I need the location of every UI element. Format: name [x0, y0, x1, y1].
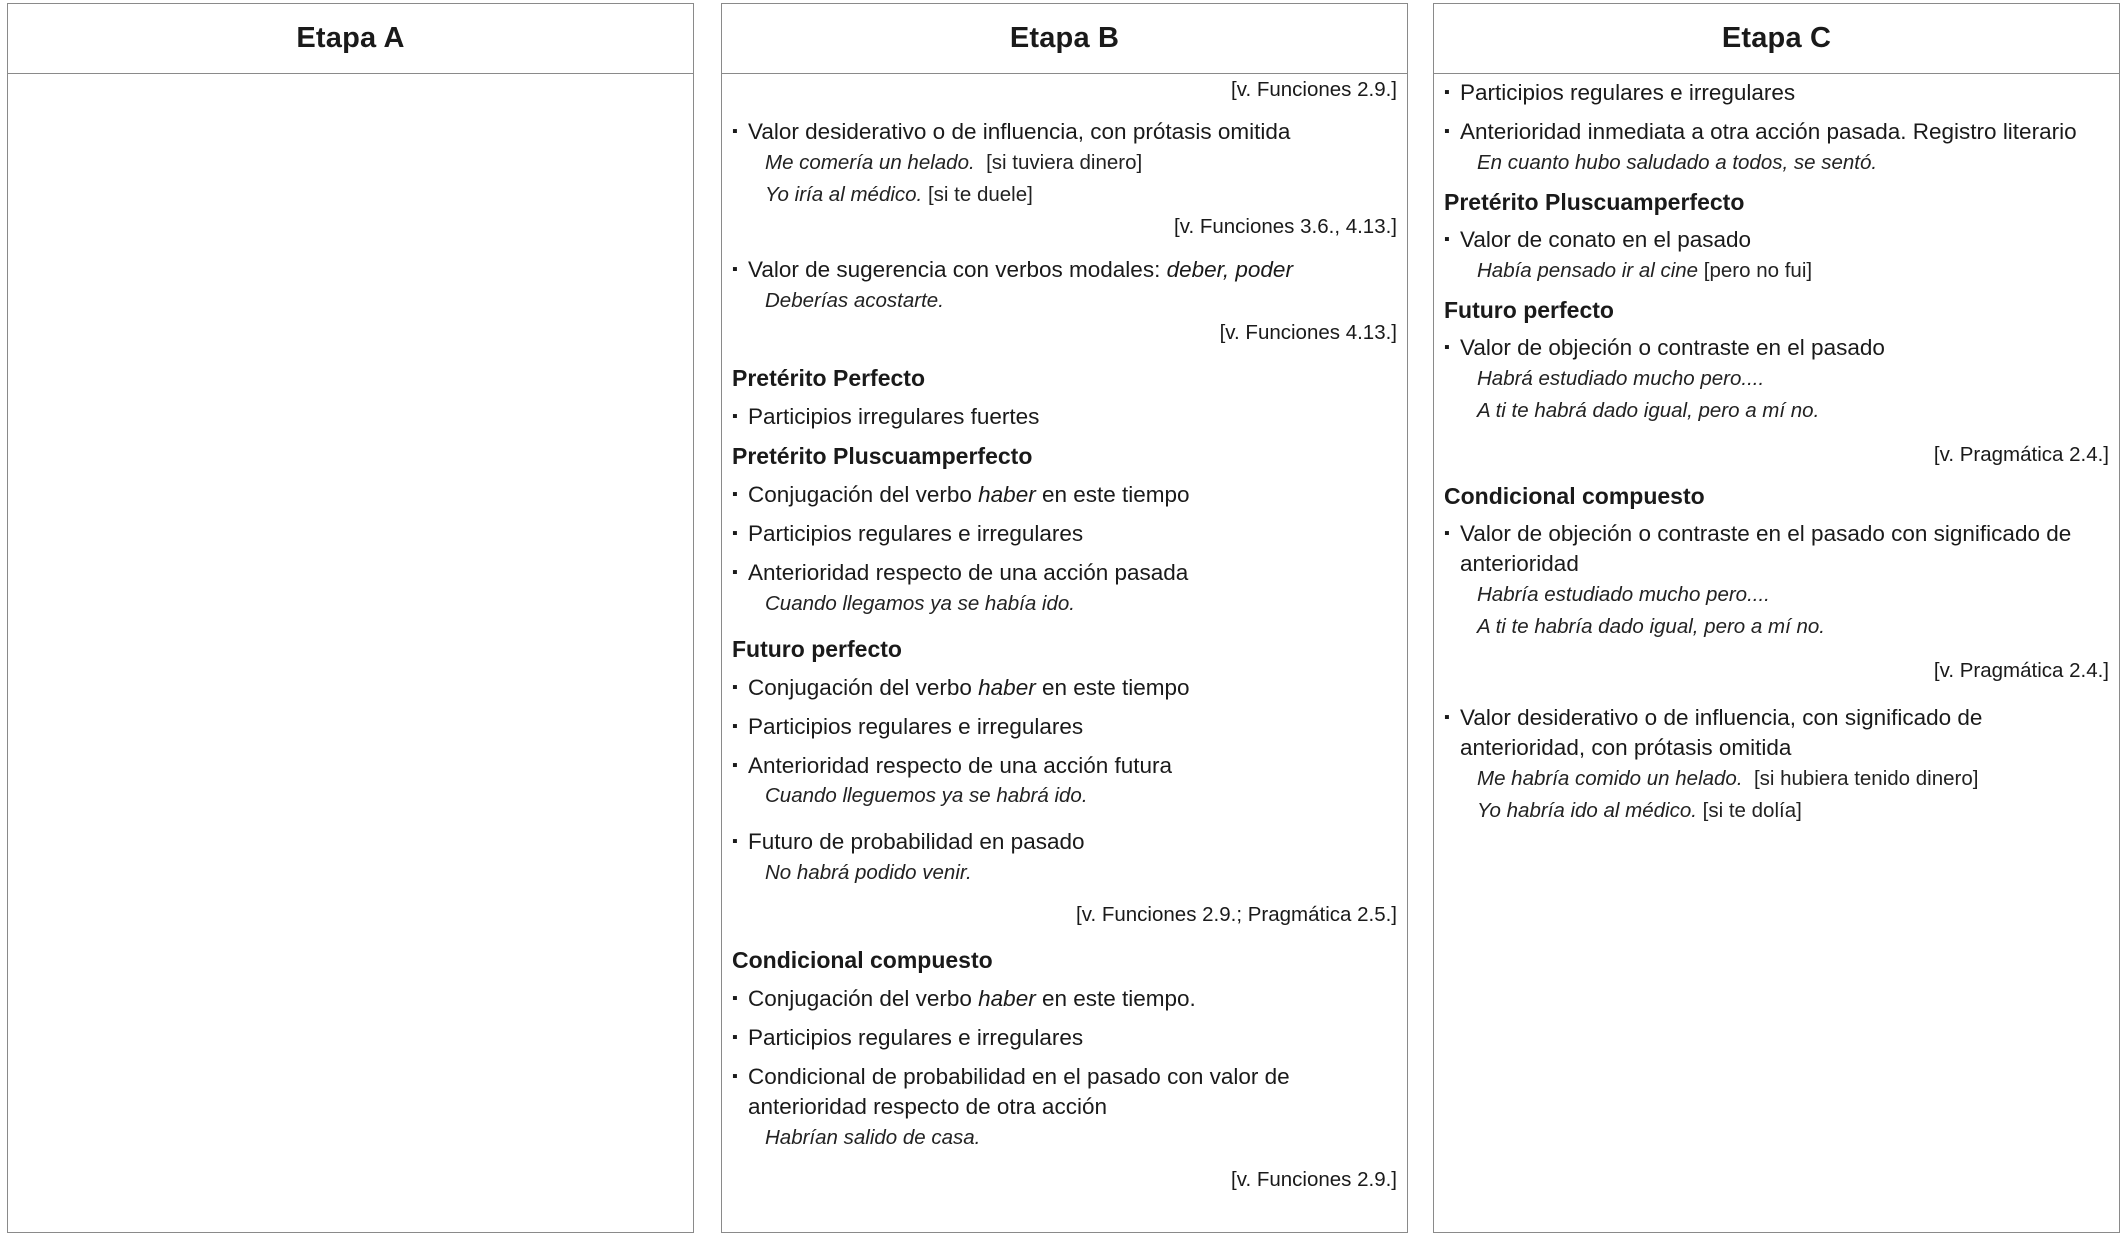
list-item: ▪ Participios regulares e irregulares	[1444, 78, 2109, 108]
column-title: Etapa A	[296, 22, 405, 54]
example: Cuando lleguemos ya se habrá ido.	[765, 784, 1088, 807]
section-heading: Condicional compuesto	[1444, 483, 1705, 509]
list-item: ▪ Valor desiderativo o de influencia, con significado de anterioridad, con prótasis omitida	[1444, 703, 2109, 763]
list-item: ▪ Valor de objeción o contraste en el pasado con significado de anterioridad	[1444, 519, 2109, 579]
example: No habrá podido venir.	[765, 861, 972, 884]
list-item: ▪ Condicional de probabilidad en el pasado con valor de anterioridad respecto de otra acción	[732, 1062, 1397, 1122]
list-item: ▪ Participios regulares e irregulares	[732, 712, 1397, 742]
example: Habrá estudiado mucho pero....	[1477, 367, 1765, 390]
list-item: ▪ Valor desiderativo o de influencia, con prótasis omitida	[732, 117, 1397, 147]
example-text: Yo iría al médico.	[765, 183, 923, 206]
reference: [v. Funciones 2.9.; Pragmática 2.5.]	[1076, 903, 1397, 926]
example: Habrían salido de casa.	[765, 1126, 981, 1149]
list-item-text: Conjugación del verbo	[748, 675, 979, 700]
example-text: Me comería un helado.	[765, 151, 975, 174]
list-item-text: Valor de sugerencia con verbos modales:	[748, 257, 1167, 282]
list-item	[732, 673, 1397, 703]
section-heading: Pretérito Pluscuamperfecto	[732, 443, 1033, 469]
example: Deberías acostarte.	[765, 289, 944, 312]
example-text: Había pensado ir al cine	[1477, 259, 1699, 282]
list-item	[732, 984, 1397, 1014]
section-heading: Pretérito Perfecto	[732, 365, 926, 391]
column-header	[8, 4, 693, 74]
list-item: ▪ Participios irregulares fuertes	[732, 402, 1397, 432]
list-item-text: en este tiempo	[1035, 675, 1190, 700]
column-header	[722, 4, 1407, 74]
list-item-emphasis: haber	[978, 482, 1036, 507]
column-header	[1434, 4, 2119, 74]
list-item-emphasis: haber	[978, 675, 1036, 700]
example-text: Me habría comido un helado.	[1477, 767, 1743, 790]
list-item: ▪ Futuro de probabilidad en pasado	[732, 827, 1397, 857]
section-heading: Pretérito Pluscuamperfecto	[1444, 189, 1745, 215]
example	[1444, 763, 2109, 795]
column-body	[1434, 78, 2119, 827]
example-text: Yo habría ido al médico.	[1477, 799, 1697, 822]
list-item-emphasis: deber, poder	[1166, 257, 1293, 282]
example: A ti te habrá dado igual, pero a mí no.	[1477, 399, 1820, 422]
example-note: [si hubiera tenido dinero]	[1753, 767, 1979, 790]
example: Cuando llegamos ya se había ido.	[765, 592, 1075, 615]
section-heading: Condicional compuesto	[732, 947, 993, 973]
column-title: Etapa C	[1721, 22, 1832, 54]
list-item	[732, 255, 1397, 285]
example: En cuanto hubo saludado a todos, se sentó.	[1477, 151, 1878, 174]
reference: [v. Pragmática 2.4.]	[1933, 443, 2109, 466]
example-note: [si tuviera dinero]	[986, 151, 1143, 174]
list-item-text: en este tiempo	[1035, 482, 1190, 507]
example	[1444, 255, 2109, 287]
reference: [v. Funciones 4.13.]	[1219, 321, 1397, 344]
reference: [v. Funciones 2.9.]	[1231, 1168, 1397, 1191]
section-heading: Futuro perfecto	[1444, 297, 1614, 323]
example: Habría estudiado mucho pero....	[1477, 583, 1770, 606]
column-title: Etapa B	[1009, 22, 1120, 54]
example	[732, 147, 1397, 179]
list-item-text: Conjugación del verbo	[748, 986, 979, 1011]
list-item: ▪ Valor de conato en el pasado	[1444, 225, 2109, 255]
reference: [v. Funciones 3.6., 4.13.]	[1174, 215, 1397, 238]
list-item-emphasis: haber	[978, 986, 1036, 1011]
example	[1444, 795, 2109, 827]
list-item: ▪ Anterioridad respecto de una acción futura	[732, 751, 1397, 781]
example-note: [si te duele]	[927, 183, 1033, 206]
example-note: [pero no fui]	[1703, 259, 1813, 282]
list-item: ▪ Participios regulares e irregulares	[732, 1023, 1397, 1053]
list-item	[732, 480, 1397, 510]
example: A ti te habría dado igual, pero a mí no.	[1477, 615, 1825, 638]
column-etapa-c	[1433, 3, 2120, 1233]
list-item-text: en este tiempo.	[1035, 986, 1196, 1011]
list-item: ▪ Valor de objeción o contraste en el pasado	[1444, 333, 2109, 363]
column-etapa-b	[721, 3, 1408, 1233]
reference: [v. Funciones 2.9.]	[1231, 78, 1397, 101]
reference: [v. Pragmática 2.4.]	[1933, 659, 2109, 682]
list-item: ▪ Participios regulares e irregulares	[732, 519, 1397, 549]
example-note: [si te dolía]	[1702, 799, 1802, 822]
section-heading: Futuro perfecto	[732, 636, 902, 662]
list-item: ▪ Anterioridad inmediata a otra acción pasada. Registro literario	[1444, 117, 2109, 147]
column-etapa-a	[7, 3, 694, 1233]
example	[732, 179, 1397, 211]
list-item-text: Conjugación del verbo	[748, 482, 979, 507]
list-item: ▪ Anterioridad respecto de una acción pasada	[732, 558, 1397, 588]
column-body	[722, 74, 1407, 1196]
